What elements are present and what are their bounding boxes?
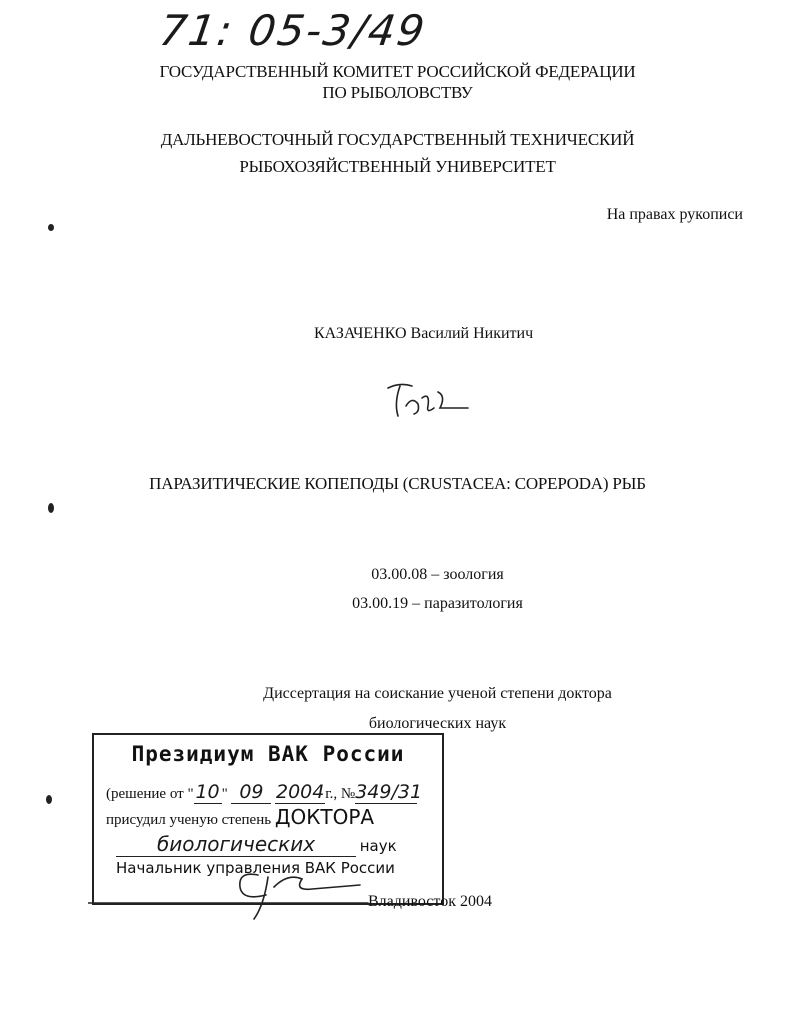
university-line-2: РЫБОХОЗЯЙСТВЕННЫЙ УНИВЕРСИТЕТ (239, 157, 556, 176)
quote-mark: " (221, 786, 228, 802)
stamp-field-line (116, 832, 397, 857)
author-name: КАЗАЧЕНКО Василий Никитич (314, 325, 534, 342)
decision-day: 10 (195, 781, 220, 803)
margin-speck (48, 224, 54, 231)
decision-prefix: (решение от (106, 786, 184, 802)
decision-month: 09 (231, 781, 271, 804)
manuscript-rights: На правах рукописи (606, 206, 743, 223)
specialty-parasitology: 03.00.19 – паразитология (352, 595, 523, 612)
place-year: Владивосток 2004 (368, 893, 492, 910)
stamp-awarded-line (106, 805, 374, 829)
decision-year: 2004 (276, 781, 325, 803)
science-suffix: наук (359, 837, 397, 855)
science-field: биологических (116, 832, 356, 857)
head-title: Начальник управления ВАК России (116, 859, 395, 877)
archive-number: 71: 05-3/49 (156, 6, 430, 55)
dissertation-title: ПАРАЗИТИЧЕСКИЕ КОПЕПОДЫ (CRUSTACEA: COPEPODA) РЫБ (149, 474, 646, 493)
degree-line-1: Диссертация на соискание ученой степени доктора (263, 685, 612, 702)
decision-number: 349/31 (355, 781, 423, 803)
margin-speck (46, 795, 52, 804)
number-label: № (340, 786, 356, 802)
specialty-zoology: 03.00.08 – зоология (371, 566, 504, 583)
stamp-title: Президиум ВАК России (131, 742, 405, 766)
awarded-text: присудил ученую степень (106, 812, 272, 828)
quote-mark: " (187, 786, 194, 802)
university-line-1: ДАЛЬНЕВОСТОЧНЫЙ ГОСУДАРСТВЕННЫЙ ТЕХНИЧЕСКИЙ (160, 130, 635, 149)
margin-speck (48, 503, 54, 513)
author-signature (380, 378, 480, 423)
degree-level: ДОКТОРА (274, 805, 375, 829)
committee-line-2: ПО РЫБОЛОВСТВУ (322, 83, 473, 102)
stamp-decision-line (106, 781, 423, 804)
stamp-signature (88, 865, 388, 925)
committee-line-1: ГОСУДАРСТВЕННЫЙ КОМИТЕТ РОССИЙСКОЙ ФЕДЕРАЦИИ (159, 62, 636, 81)
degree-line-2: биологических наук (368, 715, 507, 732)
decision-year-suffix: г., (325, 786, 338, 802)
